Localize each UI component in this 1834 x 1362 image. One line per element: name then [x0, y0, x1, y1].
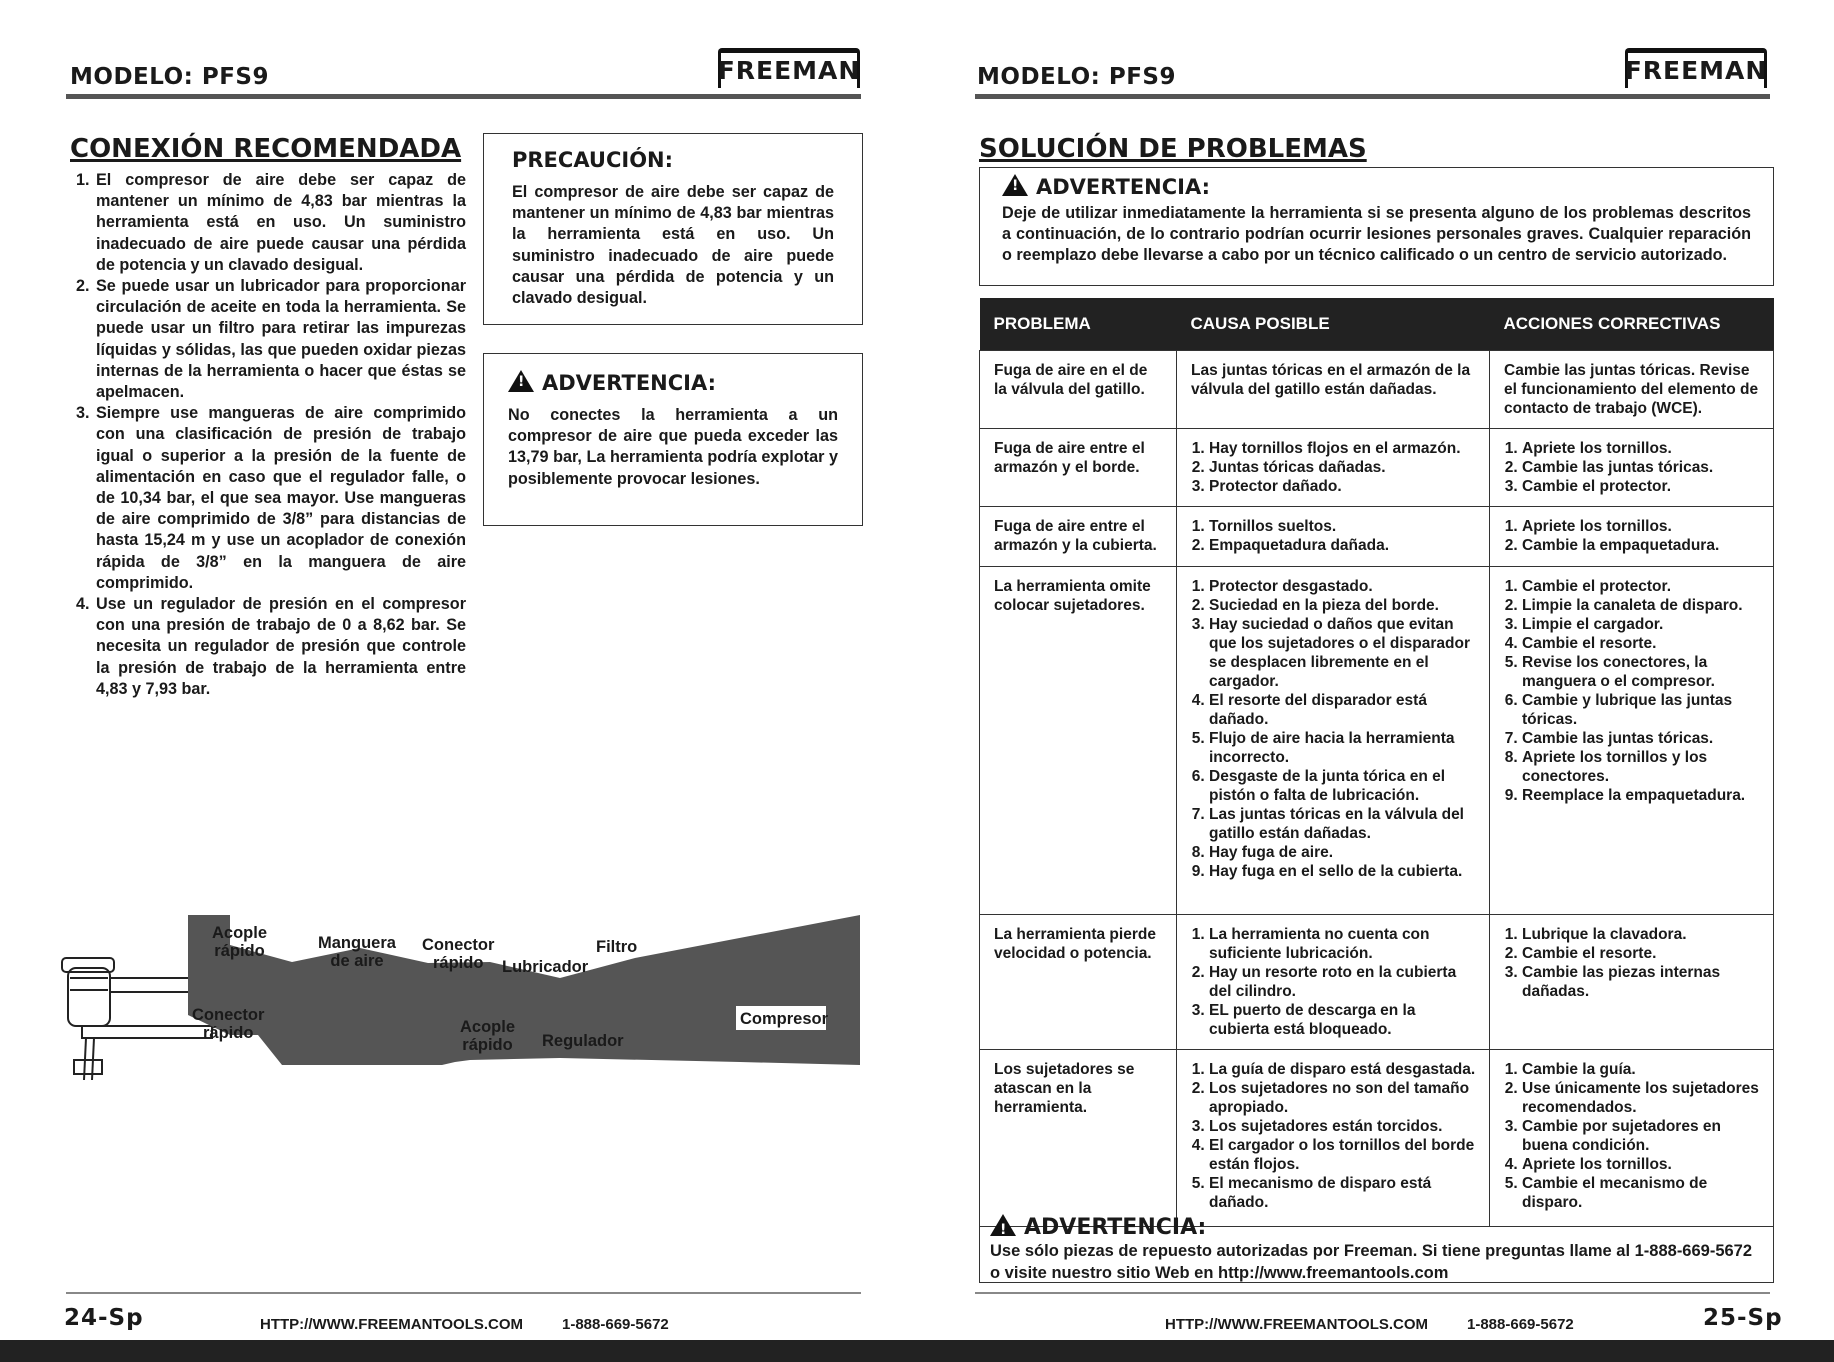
- action-item: 2. Use únicamente los sujetadores recomendados.: [1522, 1079, 1761, 1117]
- cause-item: 1. Hay tornillos flojos en el armazón.: [1209, 439, 1477, 458]
- action-item: 3. Cambie el protector.: [1522, 477, 1761, 496]
- action-cell: [1490, 507, 1774, 567]
- action-item: 5. Revise los conectores, la manguera o el compresor.: [1522, 653, 1761, 691]
- problem-cell: Los sujetadores se atascan en la herramienta.: [980, 1050, 1177, 1227]
- cause-item: 5. El mecanismo de disparo está dañado.: [1209, 1174, 1477, 1212]
- cause-item: 6. Desgaste de la junta tórica en el pistón o falta de lubricación.: [1209, 767, 1477, 805]
- left-page: [0, 0, 917, 1340]
- cause-item: 3. EL puerto de descarga en la cubierta está bloqueado.: [1209, 1001, 1477, 1039]
- regulador-label: Regulador: [542, 1032, 624, 1050]
- warning-body: Use sólo piezas de repuesto autorizadas por Freeman. Si tiene preguntas llame al 1-888-669-5672 o visite nuestro sitio Web en http://www.freemantools.com: [990, 1242, 1753, 1282]
- bottom-bar: [0, 1340, 1834, 1362]
- action-cell: [1490, 1050, 1774, 1227]
- table-row: [980, 1050, 1774, 1227]
- cause-cell: [1177, 567, 1490, 915]
- cause-item: 3. Protector dañado.: [1209, 477, 1477, 496]
- section-title: CONEXIÓN RECOMENDADA: [70, 134, 462, 164]
- table-header-row: [980, 298, 1774, 351]
- compresor-label: Compresor: [740, 1010, 829, 1028]
- connection-steps: [74, 170, 466, 700]
- cause-item: 2. Los sujetadores no son del tamaño apropiado.: [1209, 1079, 1477, 1117]
- warning-title: !ADVERTENCIA:: [990, 1214, 1763, 1240]
- action-cell: [1490, 915, 1774, 1050]
- footer-url: HTTP://WWW.FREEMANTOOLS.COM: [260, 1316, 524, 1333]
- model-label: MODELO: PFS9: [70, 64, 269, 90]
- cause-item: 2. Hay un resorte roto en la cubierta del cilindro.: [1209, 963, 1477, 1001]
- action-item: 2. Cambie la empaquetadura.: [1522, 536, 1761, 555]
- caution-body: El compresor de aire debe ser capaz de mantener un mínimo de 4,83 bar mientras la herramienta está en uso. Un suministro inadecuado de aire puede causar una pérdida de potencia y un clavado desigual.: [512, 183, 834, 308]
- action-item: 3. Cambie por sujetadores en buena condición.: [1522, 1117, 1761, 1155]
- cause-item: 2. Juntas tóricas dañadas.: [1209, 458, 1477, 477]
- step-item: 4. Use un regulador de presión en el compresor con una presión de trabajo de 0 a 8,62 bar. Se necesita un regulador de presión que controle la presión de trabajo de la herramienta entre 4,83 y 7,93 bar.: [94, 594, 466, 700]
- cause-item: 3. Hay suciedad o daños que evitan que los sujetadores o el disparador se desplacen libremente en el cargador.: [1209, 615, 1477, 691]
- column-header: CAUSA POSIBLE: [1177, 298, 1490, 351]
- cause-cell: [1177, 1050, 1490, 1227]
- header-rule: [975, 94, 1770, 99]
- warning-body: Deje de utilizar inmediatamente la herramienta si se presenta alguno de los problemas descritos a continuación, de lo contrario podrían ocurrir lesiones personales graves. Cualquier reparación o reemplazo debe llevarse a cabo por un técnico calificado o un centro de servicio autorizado.: [1002, 204, 1751, 264]
- cause-item: 1. Tornillos sueltos.: [1209, 517, 1477, 536]
- page-number: 24-Sp: [64, 1305, 144, 1331]
- acople-label: Acople rápido: [212, 924, 268, 960]
- acople-label: Acople rápido: [460, 1018, 516, 1054]
- problem-cell: La herramienta pierde velocidad o potencia.: [980, 915, 1177, 1050]
- warning-box: [979, 167, 1774, 286]
- cause-item: 1. La herramienta no cuenta con suficiente lubricación.: [1209, 925, 1477, 963]
- warning-icon: [990, 1214, 1016, 1236]
- problem-cell: Fuga de aire en el de la válvula del gatillo.: [980, 351, 1177, 429]
- action-item: 3. Cambie las piezas internas dañadas.: [1522, 963, 1761, 1001]
- cause-item: 4. El cargador o los tornillos del borde están flojos.: [1209, 1136, 1477, 1174]
- table-row: [980, 351, 1774, 429]
- footer-phone: 1-888-669-5672: [562, 1316, 669, 1333]
- table-row: [980, 567, 1774, 915]
- header-rule: [66, 94, 861, 99]
- action-item: 8. Apriete los tornillos y los conectores.: [1522, 748, 1761, 786]
- step-item: 2. Se puede usar un lubricador para proporcionar circulación de aceite en toda la herramienta. Se puede usar un filtro para retirar las impurezas líquidas y sólidas, las que pueden oxidar piezas internas de la herramienta o hacer que éstas se apelmacen.: [94, 276, 466, 403]
- column-header: ACCIONES CORRECTIVAS: [1490, 298, 1774, 351]
- action-item: 4. Apriete los tornillos.: [1522, 1155, 1761, 1174]
- cause-item: 2. Suciedad en la pieza del borde.: [1209, 596, 1477, 615]
- cause-item: 9. Hay fuga en el sello de la cubierta.: [1209, 862, 1477, 881]
- action-item: 2. Cambie las juntas tóricas.: [1522, 458, 1761, 477]
- cause-cell: [1177, 429, 1490, 507]
- action-item: 1. Lubrique la clavadora.: [1522, 925, 1761, 944]
- cause-item: 1. Protector desgastado.: [1209, 577, 1477, 596]
- caution-box: [483, 133, 863, 325]
- manguera-label: Manguera de aire: [318, 934, 396, 970]
- warning-icon: [1002, 174, 1028, 196]
- table-row: [980, 429, 1774, 507]
- conector-label: Conector rápido: [422, 936, 495, 972]
- action-item: 6. Cambie y lubrique las juntas tóricas.: [1522, 691, 1761, 729]
- freeman-logo: FREEMAN: [718, 48, 860, 88]
- action-cell: [1490, 429, 1774, 507]
- table-row: [980, 507, 1774, 567]
- cause-item: 7. Las juntas tóricas en la válvula del gatillo están dañadas.: [1209, 805, 1477, 843]
- step-item: 3. Siempre use mangueras de aire comprimido con una clasificación de presión de trabajo igual o superior a la presión de la fuente de alimentación en caso que el regulador falle, o de 10,34 bar, el que sea mayor. Use mangueras de aire comprimido de 3/8” para distancias de hasta 15,24 m y use un acoplador de conexión rápida de 3/8” en la manguera de aire comprimido.: [94, 403, 466, 594]
- action-item: 5. Cambie el mecanismo de disparo.: [1522, 1174, 1761, 1212]
- warning-box: [483, 353, 863, 526]
- right-page: [917, 0, 1834, 1340]
- cause-item: 3. Los sujetadores están torcidos.: [1209, 1117, 1477, 1136]
- action-item: 1. Cambie el protector.: [1522, 577, 1761, 596]
- column-header: PROBLEMA: [980, 298, 1177, 351]
- action-item: 1. Apriete los tornillos.: [1522, 439, 1761, 458]
- cause-item: 2. Empaquetadura dañada.: [1209, 536, 1477, 555]
- connection-diagram: [60, 900, 870, 1090]
- table-row: [980, 915, 1774, 1050]
- action-item: 2. Cambie el resorte.: [1522, 944, 1761, 963]
- cause-cell: [1177, 507, 1490, 567]
- troubleshooting-table: [979, 298, 1774, 1227]
- cause-item: 1. La guía de disparo está desgastada.: [1209, 1060, 1477, 1079]
- footer-warning-box: [979, 1208, 1774, 1283]
- conector-label: Conector rápido: [192, 1006, 265, 1042]
- footer-url: HTTP://WWW.FREEMANTOOLS.COM: [1165, 1316, 1429, 1333]
- action-item: 1. Apriete los tornillos.: [1522, 517, 1761, 536]
- air-line-diagram: [60, 900, 870, 1090]
- lubricador-label: Lubricador: [502, 958, 589, 976]
- step-item: 1. El compresor de aire debe ser capaz de mantener un mínimo de 4,83 bar mientras la herramienta está en uso. Un suministro inadecuado de aire puede causar una pérdida de potencia y un clavado desigual.: [94, 170, 466, 276]
- action-item: 1. Cambie la guía.: [1522, 1060, 1761, 1079]
- action-cell: [1490, 567, 1774, 915]
- cause-item: Las juntas tóricas en el armazón de la válvula del gatillo están dañadas.: [1191, 362, 1471, 398]
- warning-icon: [508, 370, 534, 392]
- action-item: 4. Cambie el resorte.: [1522, 634, 1761, 653]
- action-item: 9. Reemplace la empaquetadura.: [1522, 786, 1761, 805]
- cause-item: 5. Flujo de aire hacia la herramienta incorrecto.: [1209, 729, 1477, 767]
- filtro-label: Filtro: [596, 938, 638, 956]
- action-item: 2. Limpie la canaleta de disparo.: [1522, 596, 1761, 615]
- action-item: 7. Cambie las juntas tóricas.: [1522, 729, 1761, 748]
- cause-item: 8. Hay fuga de aire.: [1209, 843, 1477, 862]
- cause-item: 4. El resorte del disparador está dañado.: [1209, 691, 1477, 729]
- air-hose-band: [188, 915, 860, 1065]
- footer-rule: [975, 1292, 1770, 1294]
- footer-phone: 1-888-669-5672: [1467, 1316, 1574, 1333]
- action-item: 3. Limpie el cargador.: [1522, 615, 1761, 634]
- problem-cell: Fuga de aire entre el armazón y el borde.: [980, 429, 1177, 507]
- footer-rule: [66, 1292, 861, 1294]
- warning-title: !ADVERTENCIA:: [1002, 174, 1751, 199]
- page-number: 25-Sp: [1703, 1305, 1783, 1331]
- action-cell: [1490, 351, 1774, 429]
- warning-title: !ADVERTENCIA:: [508, 370, 838, 395]
- problem-cell: La herramienta omite colocar sujetadores.: [980, 567, 1177, 915]
- caution-title: PRECAUCIÓN:: [512, 148, 674, 172]
- warning-body: No conectes la herramienta a un compresor de aire que pueda exceder las 13,79 bar, La herramienta podría explotar y posiblemente provocar lesiones.: [508, 406, 838, 488]
- model-label: MODELO: PFS9: [977, 64, 1176, 90]
- section-title: SOLUCIÓN DE PROBLEMAS: [979, 134, 1367, 164]
- freeman-logo: FREEMAN: [1625, 48, 1767, 88]
- action-item: Cambie las juntas tóricas. Revise el funcionamiento del elemento de contacto de trabajo (WCE).: [1504, 362, 1759, 417]
- cause-cell: [1177, 915, 1490, 1050]
- problem-cell: Fuga de aire entre el armazón y la cubierta.: [980, 507, 1177, 567]
- cause-cell: [1177, 351, 1490, 429]
